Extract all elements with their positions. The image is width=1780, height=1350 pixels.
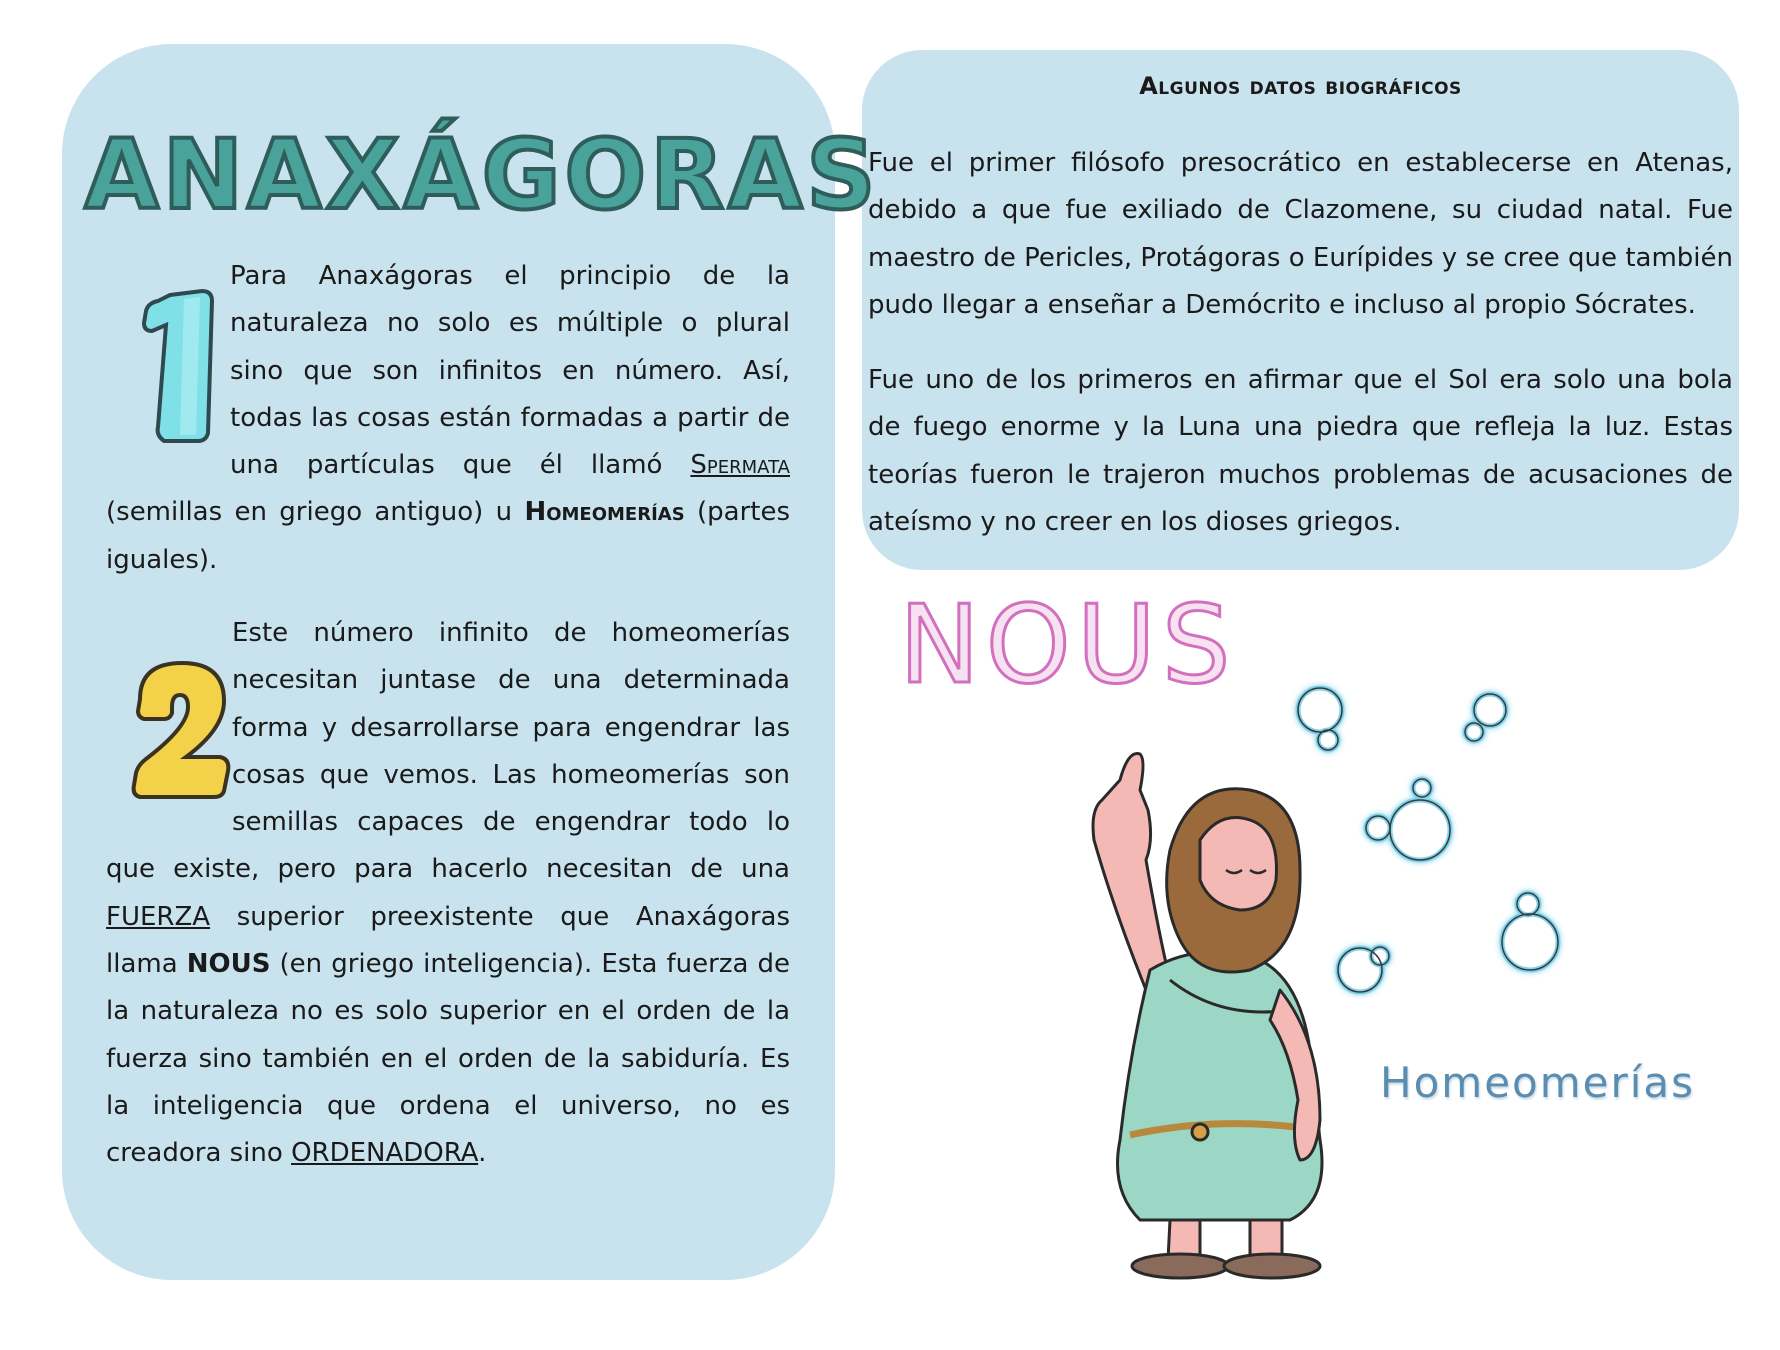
section-one-text: Para Anaxágoras el principio de la naturaleza no solo es múltiple o plural sino que son infinitos en número. Así, todas las cosas están formadas a partir de una partículas que él llamó Spermata (semillas en griego antiguo) u Homeomerías (partes iguales). xyxy=(106,261,791,575)
svg-text:ANAXÁGORAS: ANAXÁGORAS xyxy=(84,119,880,231)
nous-heading xyxy=(895,583,1255,708)
spermata-term: Spermata xyxy=(690,450,790,481)
fuerza-term: FUERZA xyxy=(106,901,211,932)
homeomerias-label: Homeomerías xyxy=(1380,1058,1696,1107)
anaxagoras-illustration xyxy=(1050,720,1450,1280)
homeomerias-term: Homeomerías xyxy=(524,497,685,528)
ordenadora-term: ORDENADORA xyxy=(291,1138,479,1169)
biography-paragraph-1: Fue el primer filósofo presocrático en establecerse en Atenas, debido a que fue exiliado de Clazomene, su ciudad natal. Fue maestro de Pericles, Protágoras o Eurípides y se cree que también pudo llegar a enseñar a Demócrito e incluso al propio Sócrates. xyxy=(868,148,1733,320)
biography-paragraph-2: Fue uno de los primeros en afirmar que el Sol era solo una bola de fuego enorme y la Luna una piedra que refleja la luz. Estas teorías fueron le trajeron muchos problemas de acusaciones de ateísmo y no creer en los dioses griegos. xyxy=(868,365,1733,537)
page-title xyxy=(84,118,880,231)
svg-text:NOUS: NOUS xyxy=(899,583,1237,708)
nous-term: NOUS xyxy=(186,949,271,980)
section-two-text: Este número infinito de homeomerías necesitan juntase de una determinada forma y desarrollarse para engendrar las cosas que vemos. Las homeomerías son semillas capaces de engendrar todo lo que existe, pero para hacerlo necesitan de una FUERZA superior preexistente que Anaxágoras llama NOUS (en griego inteligencia). Esta fuerza de la naturaleza no es solo superior en el orden de la fuerza sino también en el orden de la sabiduría. Es la inteligencia que ordena el universo, no es creadora sino ORDENADORA. xyxy=(106,618,790,1169)
biography-heading: Algunos datos biográficos xyxy=(1139,72,1462,100)
